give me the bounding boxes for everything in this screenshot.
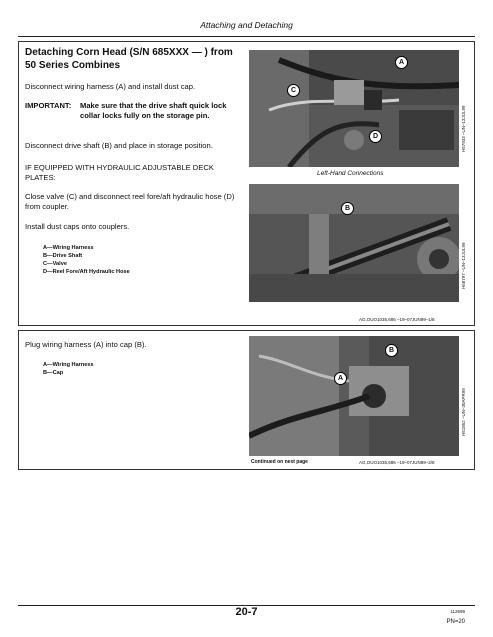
step-close-valve: Close valve (C) and disconnect reel fore/aft hydraulic hose (D) from coupler. <box>25 192 235 211</box>
section-detach-panel <box>18 41 475 326</box>
conditional-heading: IF EQUIPPED WITH HYDRAULIC ADJUSTABLE DECK PLATES: <box>25 163 214 182</box>
page-number: 20-7 <box>235 606 258 618</box>
section-title: Detaching Corn Head (S/N 685XXX — ) from 50 Series Combines <box>25 47 233 71</box>
legend-item: D—Reel Fore/Aft Hydraulic Hose <box>43 269 130 275</box>
photo-illustration <box>249 336 459 456</box>
photo-code: H57933 –UN–13JUL99 <box>461 105 466 152</box>
step-plug-harness: Plug wiring harness (A) into cap (B). <box>25 340 147 349</box>
step-drive-shaft: Disconnect drive shaft (B) and place in storage position. <box>25 141 213 150</box>
important-text: Make sure that the drive shaft quick lock collar locks fully on the storage pin. <box>80 101 227 120</box>
step-disconnect-harness: Disconnect wiring harness (A) and install dust cap. <box>25 82 196 91</box>
photo-drive-shaft <box>249 184 459 302</box>
photo-harness-cap <box>249 336 459 456</box>
callout-b: B <box>341 202 354 215</box>
legend-item: A—Wiring Harness <box>43 245 94 251</box>
legend-item: B—Drive Shaft <box>43 253 83 259</box>
important-note <box>25 101 245 120</box>
photo-left-hand-connections <box>249 50 459 167</box>
pn-code: PN=20 <box>446 619 465 625</box>
callout-b: B <box>385 344 398 357</box>
print-date: 112699 <box>450 609 465 614</box>
legend-item: A—Wiring Harness <box>43 362 94 368</box>
photo-code: H51852 –UN–30APR99 <box>461 388 466 436</box>
legend-item: C—Valve <box>43 261 67 267</box>
header-rule <box>18 36 475 37</box>
callout-a: A <box>395 56 408 69</box>
step-dust-caps: Install dust caps onto couplers. <box>25 222 130 231</box>
legend <box>43 361 94 377</box>
legend-item: B—Cap <box>43 370 64 376</box>
photo-illustration <box>249 50 459 167</box>
callout-a: A <box>334 372 347 385</box>
reference-code: AG,OUO1035,686 –19–07JUN99–1/8 <box>359 317 435 322</box>
photo-code: H58797 –UN–13JUL99 <box>461 242 466 289</box>
reference-code: AG,OUO1035,686 –19–07JUN99–2/8 <box>359 460 435 465</box>
photo-illustration <box>249 184 459 302</box>
continued-note: Continued on next page <box>251 459 308 465</box>
section-plug-panel <box>18 330 475 470</box>
legend <box>43 244 130 276</box>
important-label: IMPORTANT: <box>25 101 72 110</box>
callout-d: D <box>369 130 382 143</box>
callout-c: C <box>287 84 300 97</box>
running-header: Attaching and Detaching <box>200 20 293 30</box>
photo-caption: Left-Hand Connections <box>317 170 384 177</box>
